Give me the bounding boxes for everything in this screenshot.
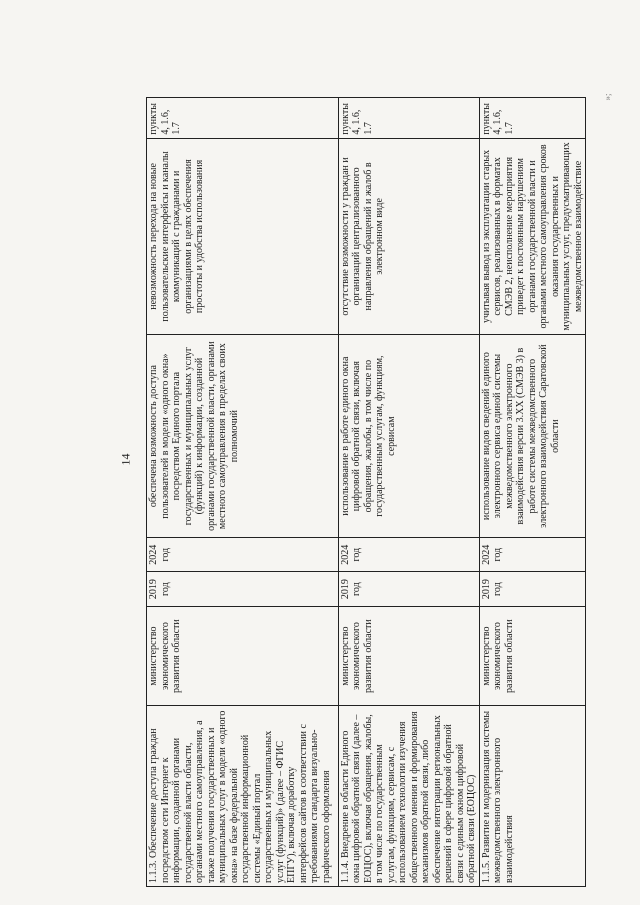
executor-cell: министерство экономического развития области: [147, 606, 339, 706]
link-cell: пункты 4, 1.6, 1.7: [479, 98, 586, 139]
end-year-cell: 2024 год: [338, 538, 479, 572]
link-cell: пункты 4, 1.6, 1.7: [338, 98, 479, 139]
measure-cell: 1.1.3. Обеспечение доступа граждан посредством сети Интернет к информации, созданной органами государственной власти области, органами местного самоуправления, а также получения государственных и муниципальных услуг в модели «одного окна» на базе федеральной государственной информационной системы «Единый портал государственных и муниципальных услуг (функций)» (далее – ФГИС ЕПГУ), включая доработку интерфейсов сайтов в соответствии с требованиями стандарта визуально-графического оформления: [147, 706, 339, 887]
end-year-cell: 2024 год: [479, 538, 586, 572]
result-cell: использование в работе единого окна цифровой обратной связи, включая обращения, жалобы, в том числе по государственным услугам, функциям, сервисам: [338, 335, 479, 538]
corner-mark: »;: [602, 93, 613, 101]
risk-cell: невозможность перехода на новые пользовательские интерфейсы и каналы коммуникаций с гражданами и организациями в целях обеспечения простоты и удобства использования: [147, 138, 339, 335]
start-year-cell: 2019 год: [479, 572, 586, 606]
risk-cell: учитывая вывод из эксплуатации старых сервисов, реализованных в форматах СМЭВ 2, неисполнение мероприятия приведет к постоянным нарушениям органами государственной власти и органами местного самоуправления сроков оказания государственных и муниципальных услуг, предусматривающих межведомственное взаимодействие: [479, 138, 586, 335]
table-row: [147, 98, 339, 887]
measure-cell: 1.1.5. Развитие и модернизация системы межведомственного электронного взаимодействия: [479, 706, 586, 887]
rotated-table-wrapper: [146, 97, 586, 887]
measure-cell: 1.1.4. Внедрение в области Единого окна цифровой обратной связи (далее – ЕОЦОС), включая обращения, жалобы, в том числе по государственным услугам, функциям, сервисам, с использованием технологии изучения общественного мнения и формирования механизмов обратной связи, либо обеспечение интеграции региональных решений в сфере цифровой обратной связи с единым окном цифровой обратной связи (ЕОЦОС): [338, 706, 479, 887]
executor-cell: министерство экономического развития области: [338, 606, 479, 706]
table-row: [479, 98, 586, 887]
start-year-cell: 2019 год: [338, 572, 479, 606]
end-year-cell: 2024 год: [147, 538, 339, 572]
measures-table: [146, 97, 586, 887]
link-cell: пункты 4, 1.6, 1.7: [147, 98, 339, 139]
risk-cell: отсутствие возможности у граждан и организаций централизованного направления обращений и жалоб в электронном виде: [338, 138, 479, 335]
table-row: [338, 98, 479, 887]
page-number: 14: [118, 453, 133, 466]
executor-cell: министерство экономического развития области: [479, 606, 586, 706]
result-cell: использование видов сведений единого электронного сервиса единой системы межведомственного электронного взаимодействия версии 3.ХХ (СМЭВ 3) в работе системы межведомственного электронного взаимодействия Саратовской области: [479, 335, 586, 538]
result-cell: обеспечена возможность доступа пользователей в модели «одного окна» посредством Единого портала государственных и муниципальных услуг (функций) к информации, созданной органами государственной власти, органами местного самоуправления в пределах своих полномочий: [147, 335, 339, 538]
start-year-cell: 2019 год: [147, 572, 339, 606]
